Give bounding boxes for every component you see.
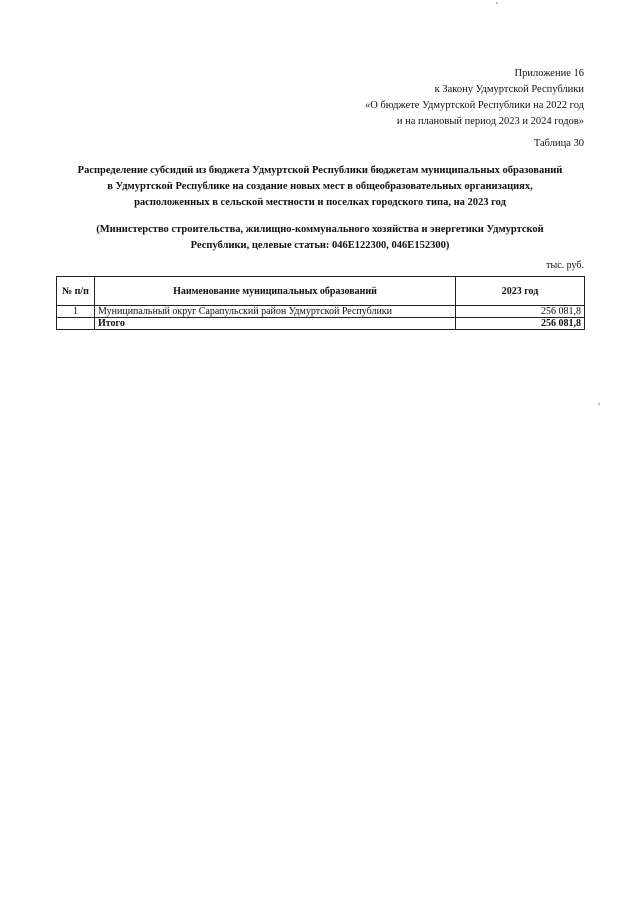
row-name-cell: Муниципальный округ Сарапульский район Удмуртской Республики xyxy=(95,306,456,318)
appendix-line: к Закону Удмуртской Республики xyxy=(434,84,584,95)
table-number: Таблица 30 xyxy=(533,138,584,149)
appendix-line: и на плановый период 2023 и 2024 годов» xyxy=(396,116,584,127)
subtitle-line: Республики, целевые статьи: 046E122300, 046E152300) xyxy=(190,240,450,251)
scan-speck xyxy=(598,403,600,405)
total-value-cell: 256 081,8 xyxy=(456,318,585,330)
row-number-cell: 1 xyxy=(57,306,95,318)
title-line: Распределение субсидий из бюджета Удмуртской Республики бюджетам муниципальных образований xyxy=(77,165,563,176)
column-header-year: 2023 год xyxy=(456,277,585,306)
total-empty-cell xyxy=(57,318,95,330)
appendix-line: Приложение 16 xyxy=(514,68,584,79)
unit-label: тыс. руб. xyxy=(546,260,584,271)
appendix-line: «О бюджете Удмуртской Республики на 2022 год xyxy=(364,100,584,111)
title-line: в Удмуртской Республике на создание новых мест в общеобразовательных организациях, xyxy=(107,181,533,192)
column-header-name: Наименование муниципальных образований xyxy=(95,277,456,306)
column-header-number: № п/п xyxy=(57,277,95,306)
document-title xyxy=(56,163,584,211)
subtitle-line: (Министерство строительства, жилищно-коммунального хозяйства и энергетики Удмуртской xyxy=(96,224,544,235)
subsidy-table xyxy=(56,276,585,330)
document-subtitle xyxy=(56,222,584,254)
title-line: расположенных в сельской местности и поселках городского типа, на 2023 год xyxy=(134,197,506,208)
total-label-cell: Итого xyxy=(95,318,456,330)
appendix-header xyxy=(365,66,584,130)
scan-speck xyxy=(496,2,498,4)
table-total-row xyxy=(57,318,585,330)
row-value-cell: 256 081,8 xyxy=(456,306,585,318)
table-header-row xyxy=(57,277,585,306)
table-row xyxy=(57,306,585,318)
